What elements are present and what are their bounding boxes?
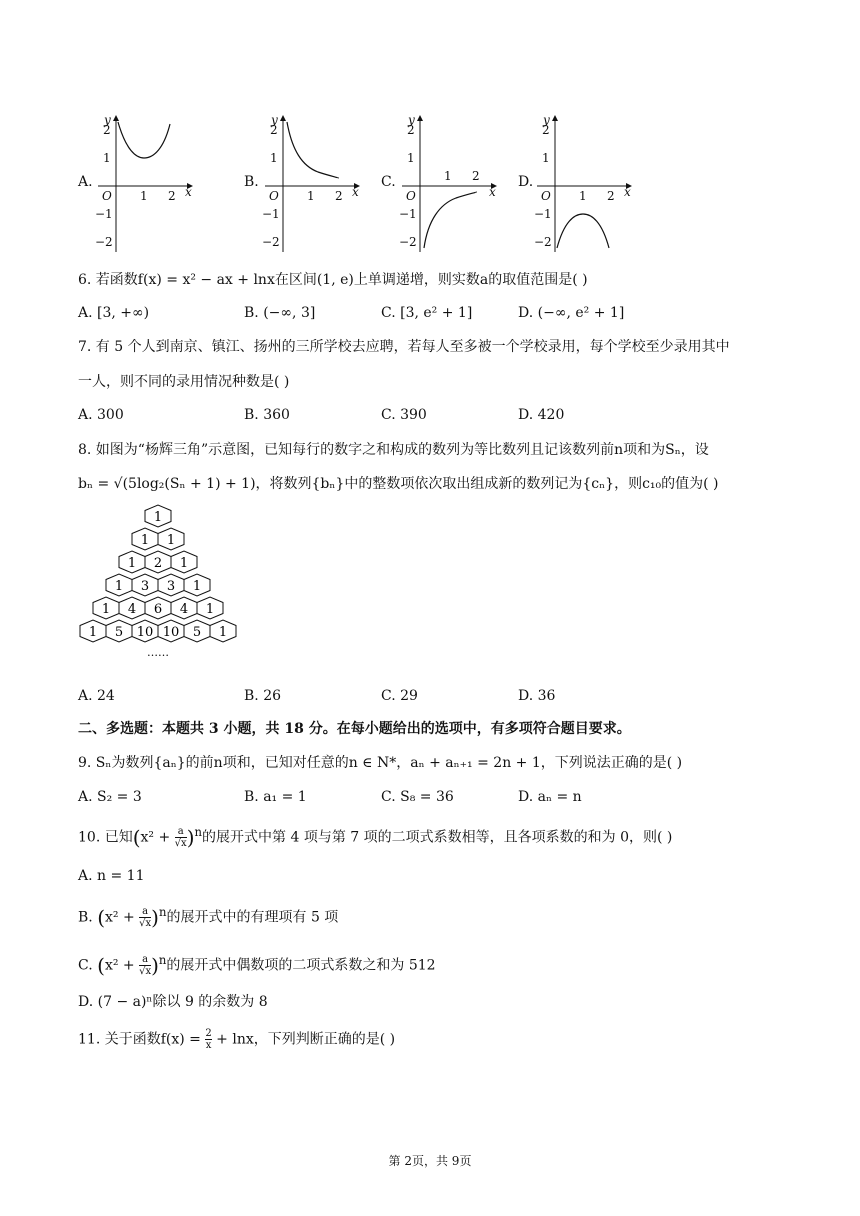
tick: −1: [399, 207, 417, 221]
triangle-value: 1: [140, 533, 150, 548]
tick: 1: [103, 151, 111, 165]
exponent: n: [158, 905, 167, 919]
graph-label-a: A.: [78, 174, 93, 190]
fraction: [175, 826, 187, 849]
triangle-value: 1: [114, 579, 124, 594]
triangle-value: 4: [127, 602, 137, 617]
fraction-den: √x: [139, 966, 152, 978]
q10-option-b-prefix: B.: [78, 909, 98, 926]
triangle-value: 3: [166, 579, 176, 594]
q6-option-c: C. [3, e² + 1]: [381, 305, 473, 321]
triangle-value: 1: [192, 579, 202, 594]
function-graphs: [0, 0, 860, 260]
q6-stem: 6. 若函数f(x) = x² − ax + lnx在区间(1, e)上单调递增，则实数a的取值范围是( ): [78, 272, 588, 288]
q9-option-c: C. S₈ = 36: [381, 789, 454, 805]
fraction-num: a: [177, 826, 184, 838]
paren-close: ): [151, 905, 159, 930]
q11-stem: [78, 1028, 395, 1051]
paren-open: (: [132, 825, 141, 850]
fraction-den: √x: [139, 918, 152, 930]
tick: 2: [607, 189, 615, 203]
graph-d-ticks: [534, 113, 631, 249]
tick: 2: [407, 123, 415, 137]
q10-option-d: D. (7 − a)ⁿ除以 9 的余数为 8: [78, 994, 268, 1010]
q9-option-a: A. S₂ = 3: [78, 789, 142, 805]
graph-b: [265, 116, 359, 252]
fraction-den: √x: [174, 838, 187, 850]
tick: −2: [95, 235, 113, 249]
tick: −2: [399, 235, 417, 249]
q8-stem-line1: 8. 如图为“杨辉三角”示意图，已知每行的数字之和构成的数列为等比数列且记该数列前n项和为Sₙ，设: [78, 442, 709, 458]
q11-prefix: 11. 关于函数f(x) =: [78, 1031, 206, 1048]
triangle-value: 1: [101, 602, 111, 617]
q7-option-d: D. 420: [518, 407, 565, 423]
q10-option-c-rest: 的展开式中偶数项的二项式系数之和为 512: [166, 957, 436, 974]
y-axis-label: y: [408, 113, 415, 127]
tick: 2: [542, 123, 550, 137]
q8-option-b: B. 26: [244, 688, 282, 704]
q7-option-b: B. 360: [244, 407, 290, 423]
triangle-value: 1: [166, 533, 176, 548]
graph-label-d: D.: [518, 174, 534, 190]
tick: 2: [472, 169, 480, 183]
tick: −2: [262, 235, 280, 249]
triangle-value: 2: [153, 556, 163, 571]
fraction-num: a: [142, 954, 149, 966]
triangle-value: 1: [218, 625, 228, 640]
q11-stem-rest: + lnx，下列判断正确的是( ): [211, 1031, 396, 1048]
tick: 1: [542, 151, 550, 165]
q8-option-c: C. 29: [381, 688, 418, 704]
origin-label: O: [102, 189, 112, 203]
q10-option-c-prefix: C.: [78, 957, 98, 974]
tick: 1: [407, 151, 415, 165]
graph-a: [98, 116, 192, 252]
tick: −1: [262, 207, 280, 221]
triangle-value: 1: [153, 510, 163, 525]
graph-c-ticks: [399, 113, 496, 249]
origin-label: O: [269, 189, 279, 203]
tick: −1: [534, 207, 552, 221]
tick: 1: [140, 189, 148, 203]
tick: 1: [270, 151, 278, 165]
q8-stem-line2: bₙ = √(5log₂(Sₙ + 1) + 1)，将数列{bₙ}中的整数项依次取出组成新的数列记为{cₙ}，则c₁₀的值为( ): [78, 476, 719, 492]
triangle-ellipsis: ……: [147, 646, 169, 659]
fraction-num: a: [142, 906, 149, 918]
fraction-num: 2: [205, 1028, 212, 1039]
q8-option-d: D. 36: [518, 688, 556, 704]
y-axis-label: y: [271, 113, 278, 127]
q6-option-a: A. [3, +∞): [78, 305, 150, 321]
q10-stem: [78, 822, 672, 849]
x-axis-label: x: [489, 185, 496, 199]
q7-option-c: C. 390: [381, 407, 427, 423]
paren-close: ): [186, 825, 195, 850]
graph-label-c: C.: [381, 174, 396, 190]
tick: −2: [534, 235, 552, 249]
triangle-value: 1: [88, 625, 98, 640]
q10-prefix: 10. 已知: [78, 829, 133, 846]
tick: 1: [579, 189, 587, 203]
tick: 2: [103, 123, 111, 137]
q7-stem-line1: 7. 有 5 个人到南京、镇江、扬州的三所学校去应聘，若每人至多被一个学校录用，每个学校至少录用其中: [78, 339, 730, 355]
y-axis-label: y: [104, 113, 111, 127]
exponent: n: [158, 953, 167, 967]
graph-a-ticks: [95, 113, 192, 249]
triangle-value: 1: [205, 602, 215, 617]
yanghui-triangle: [70, 502, 270, 672]
triangle-value: 6: [153, 602, 163, 617]
q10-option-c: [78, 950, 436, 977]
q9-option-b: B. a₁ = 1: [244, 789, 307, 805]
fraction-den: x: [205, 1040, 212, 1051]
tick: 2: [335, 189, 343, 203]
q7-stem-line2: 一人，则不同的录用情况种数是( ): [78, 374, 290, 390]
tick: −1: [95, 207, 113, 221]
fraction: [139, 954, 151, 977]
triangle-value: 3: [140, 579, 150, 594]
q10-stem-rest: 的展开式中第 4 项与第 7 项的二项式系数相等，且各项系数的和为 0，则( ): [202, 829, 673, 846]
q10-option-b-rest: 的展开式中的有理项有 5 项: [166, 909, 339, 926]
fraction: [139, 906, 151, 929]
x-axis-label: x: [185, 185, 192, 199]
y-axis-label: y: [543, 113, 550, 127]
tick: 2: [270, 123, 278, 137]
triangle-value: 1: [127, 556, 137, 571]
expr-base: x² +: [105, 909, 140, 926]
q10-option-b: [78, 902, 338, 929]
x-axis-label: x: [624, 185, 631, 199]
origin-label: O: [541, 189, 551, 203]
q6-option-d: D. (−∞, e² + 1]: [518, 305, 625, 321]
q10-option-a: A. n = 11: [78, 868, 145, 884]
section-2-heading: 二、多选题：本题共 3 小题，共 18 分。在每小题给出的选项中，有多项符合题目要求。: [78, 721, 631, 737]
q8-option-a: A. 24: [78, 688, 115, 704]
paren-open: (: [97, 953, 105, 978]
page-footer: 第 2页，共 9页: [388, 1154, 472, 1168]
q9-stem: 9. Sₙ为数列{aₙ}的前n项和，已知对任意的n ∈ N*，aₙ + aₙ₊₁ = 2n + 1，下列说法正确的是( ): [78, 755, 683, 771]
graph-c: [402, 116, 496, 252]
triangle-value: 1: [179, 556, 189, 571]
graph-label-b: B.: [244, 174, 259, 190]
q9-option-d: D. aₙ = n: [518, 789, 582, 805]
origin-label: O: [406, 189, 416, 203]
graph-d: [537, 116, 631, 252]
expr-base: x² +: [104, 957, 140, 974]
tick: 1: [307, 189, 315, 203]
triangle-value: 5: [192, 625, 202, 640]
triangle-value: 10: [162, 625, 180, 640]
triangle-value: 5: [114, 625, 124, 640]
tick: 1: [444, 169, 452, 183]
x-axis-label: x: [352, 185, 359, 199]
q7-option-a: A. 300: [78, 407, 124, 423]
exponent: n: [194, 825, 203, 839]
triangle-value: 4: [179, 602, 189, 617]
paren-open: (: [97, 905, 106, 930]
expr-base: x² +: [140, 829, 175, 846]
paren-close: ): [151, 953, 159, 978]
graph-b-ticks: [262, 113, 359, 249]
triangle-value: 10: [136, 625, 154, 640]
q6-option-b: B. (−∞, 3]: [244, 305, 316, 321]
tick: 2: [168, 189, 176, 203]
